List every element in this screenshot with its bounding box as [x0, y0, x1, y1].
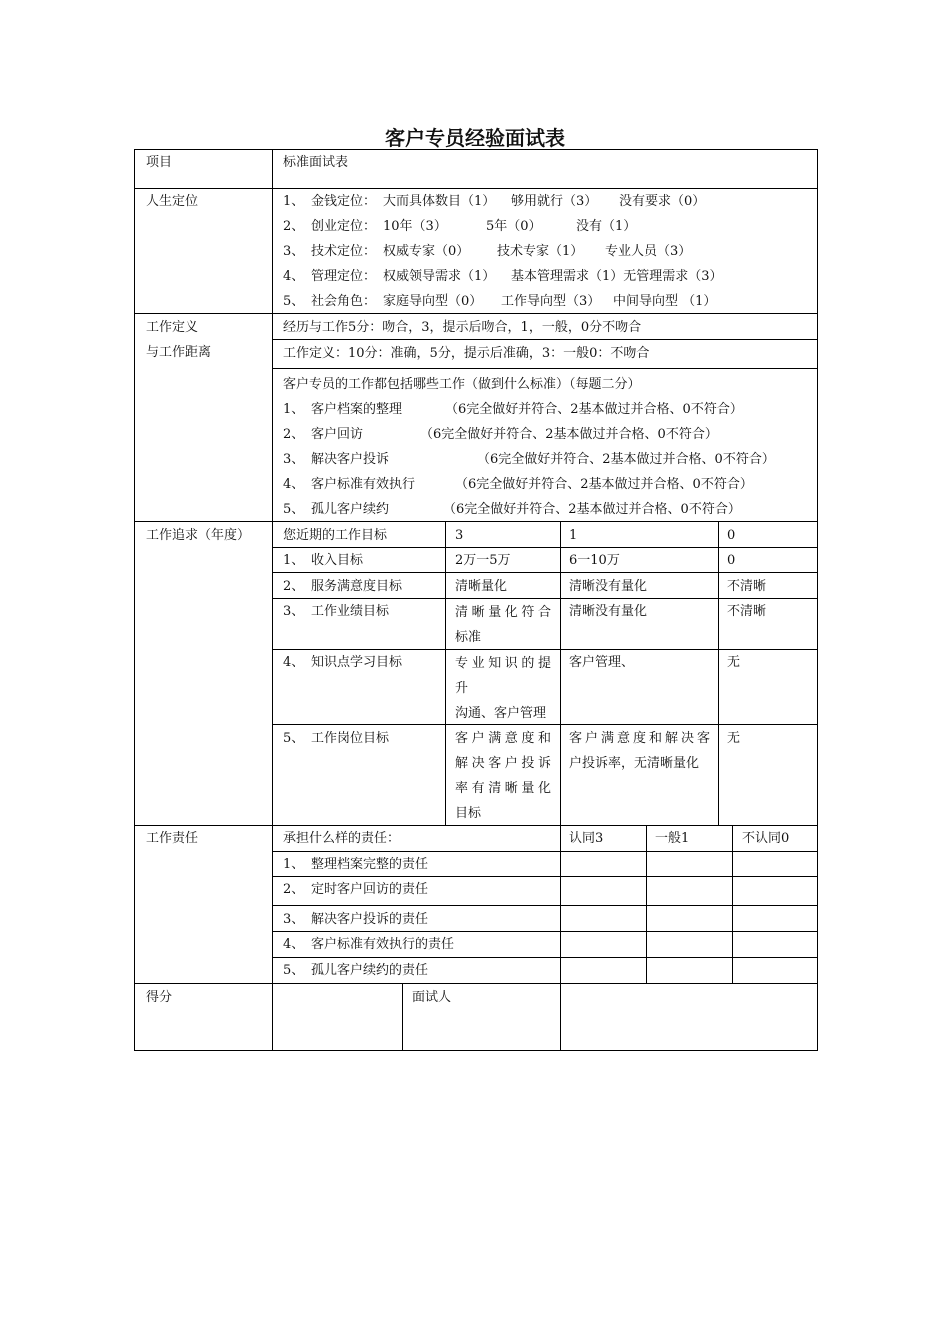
rule-pursuit-col-c [718, 521, 719, 825]
rule-jobdef-2 [272, 368, 818, 369]
jobdef-experience-score: 经历与工作5分：吻合，3，提示后吻合，1，一般，0分不吻合 [283, 320, 642, 335]
jobdef-section-label: 工作定义 [146, 320, 199, 335]
rule-jobdef [134, 521, 818, 522]
jobdef-intro: 客户专员的工作都包括哪些工作（做到什么标准）（每题二分） [283, 377, 641, 392]
score-label: 得分 [146, 990, 173, 1005]
page-title: 客户专员经验面试表 [385, 126, 565, 150]
rule-resp-5 [272, 957, 818, 958]
life-section-label: 人生定位 [146, 194, 199, 209]
header-standard-label: 标准面试表 [283, 155, 349, 170]
rule-resp-col-a [560, 825, 561, 983]
resp-col-neutral: 一般1 [655, 831, 690, 846]
rule-pursuit-2 [272, 572, 818, 573]
rule-footer-col-a [402, 983, 403, 1051]
resp-col-disagree: 不认同0 [742, 831, 790, 846]
pursuit-section-label: 工作追求（年度） [146, 528, 251, 543]
rule-resp-3 [272, 905, 818, 906]
resp-section-label: 工作责任 [146, 831, 199, 846]
pursuit-head-score-3: 3 [455, 528, 464, 543]
rule-life [134, 313, 818, 314]
rule-pursuit-1 [272, 547, 818, 548]
pursuit-head-score-0: 0 [727, 528, 736, 543]
rule-footer-col-b [560, 983, 561, 1051]
jobdef-section-label-2: 与工作距离 [146, 345, 212, 360]
rule-resp [134, 983, 818, 984]
rule-pursuit-3 [272, 598, 818, 599]
resp-head: 承担什么样的责任： [283, 831, 401, 846]
header-item-label: 项目 [146, 155, 173, 170]
jobdef-definition-score: 工作定义：10分：准确，5分，提示后准确，3：一般0：不吻合 [283, 346, 650, 361]
rule-resp-4 [272, 931, 818, 932]
rule-resp-1 [272, 851, 818, 852]
rule-resp-col-b [646, 825, 647, 983]
rule-resp-col-c [732, 825, 733, 983]
pursuit-head-score-1: 1 [569, 528, 578, 543]
pursuit-head-goal: 您近期的工作目标 [283, 528, 388, 543]
rule-label-col [272, 149, 273, 1051]
rule-pursuit-col-b [560, 521, 561, 825]
rule-jobdef-1 [272, 339, 818, 340]
rule-header [134, 188, 818, 189]
rule-resp-2 [272, 876, 818, 877]
resp-col-agree: 认同3 [569, 831, 604, 846]
interviewer-label: 面试人 [412, 990, 452, 1005]
rule-pursuit-col-a [445, 521, 446, 825]
